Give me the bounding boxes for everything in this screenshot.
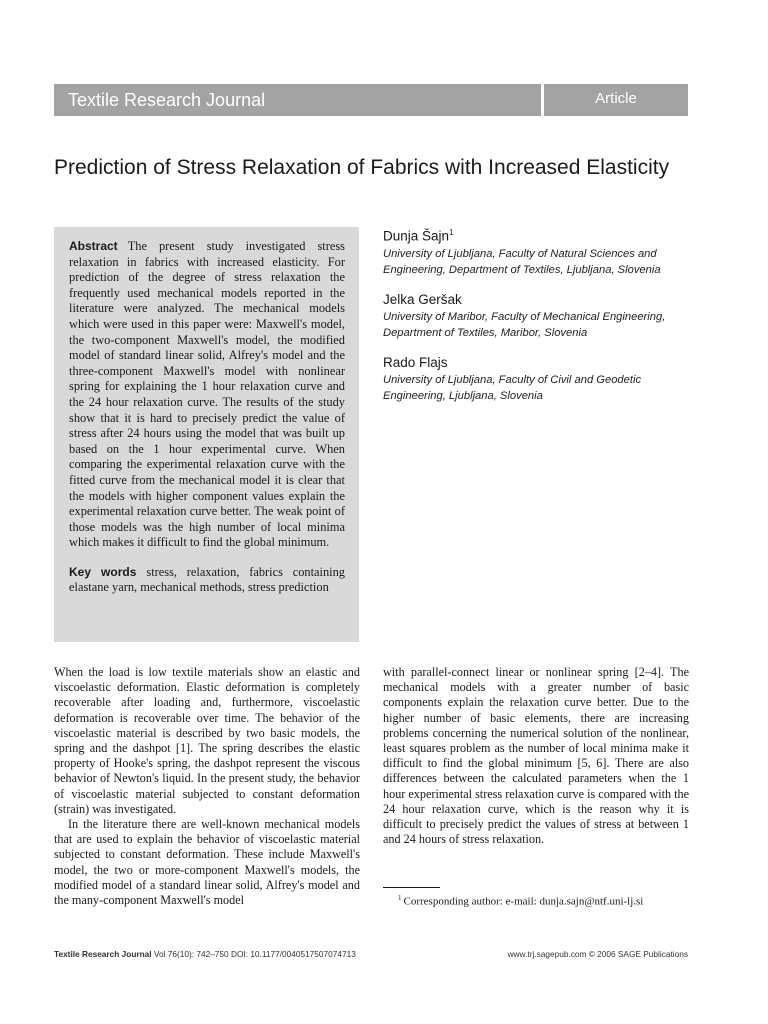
author-list [383,224,703,417]
author-affiliation: University of Ljubljana, Faculty of Natural Sciences and Engineering, Department of Textiles, Ljubljana, Slovenia [383,247,661,276]
body-column-left [54,665,360,908]
article-type-label: Article [544,84,688,116]
footnote [398,891,643,909]
author-name: Rado Flajs [383,354,448,370]
abstract-label: Abstract [69,239,118,253]
author-entry [383,224,703,278]
footer-volume-doi: Vol 76(10): 742–750 DOI: 10.1177/0040517507074713 [153,949,356,959]
journal-name: Textile Research Journal [54,84,541,116]
body-column-right [383,665,689,847]
author-affiliation: University of Maribor, Faculty of Mechanical Engineering, Department of Textiles, Maribor, Slovenia [383,310,666,339]
footer-citation [54,949,356,959]
author-name: Jelka Geršak [383,291,462,307]
footnote-text: Corresponding author: e-mail: dunja.sajn@ntf.uni-lj.si [403,895,644,908]
article-title: Prediction of Stress Relaxation of Fabrics with Increased Elasticity [54,156,670,179]
footnote-mark: 1 [398,894,402,902]
abstract [69,239,345,551]
author-entry [383,291,703,341]
body-paragraph: In the literature there are well-known mechanical models that are used to explain the behavior of viscoelastic material subjected to constant deformation. These include Maxwell's model, the two or more-component Maxwell's models, the modified model of a standard linear solid, Alfrey's model and the many-component Maxwell's model [54,817,360,908]
journal-header-bar [54,84,688,116]
body-paragraph: When the load is low textile materials show an elastic and viscoelastic deformation. Elastic deformation is completely recoverable after loading and, furthermore, viscoelastic deformation is recoverable over time. The behavior of the viscoelastic material is described by two basic models, the spring and the dashpot [1]. The spring describes the elastic property of Hooke's spring, the dashpot represent the viscous behavior of Newton's liquid. In the present study, the behavior of viscoelastic material subjected to constant deformation (strain) was investigated. [54,665,360,816]
keywords-text: stress, relaxation, fabrics containing elastane yarn, mechanical methods, stress prediction [69,564,346,595]
abstract-box [54,227,359,642]
body-paragraph: with parallel-connect linear or nonlinear spring [2–4]. The mechanical models with a greater number of basic components explain the relaxation curve better. Due to the higher number of basic elements, there are increasing problems concerning the numerical solution of the nonlinear, least squares problem as the number of local minima make it difficult to find the global minimum [5, 6]. There are also differences between the calculated parameters when the 1 hour experimental stress relaxation curve is compared with the 24 hour relaxation curve, which is the reason why it is difficult to precisely predict the values of stress at between 1 and 24 hours of stress relaxation. [383,665,689,847]
footnote-divider [383,887,440,888]
author-name: Dunja Šajn$^1$ [383,228,454,244]
author-entry [383,354,703,404]
footer-publisher: www.trj.sagepub.com © 2006 SAGE Publications [507,949,688,959]
footer-journal: Textile Research Journal [54,949,152,959]
author-affiliation: University of Ljubljana, Faculty of Civil and Geodetic Engineering, Ljubljana, Slovenia [383,373,642,402]
abstract-text: The present study investigated stress relaxation in fabrics with increased elasticity. For prediction of the degree of stress relaxation the frequently used mechanical models reported in the literature were analyzed. The mechanical models which were used in this paper were: Maxwell's model, the two-component Maxwell's model, the modified model of standard linear solid, Alfrey's model and the three-component Maxwell's model with nonlinear spring for explaining the 1 hour relaxation curve and the 24 hour relaxation curve. The results of the study show that it is hard to precisely predict the value of stress after 24 hours using the model that was built up based on the 1 hour experimental curve. When comparing the experimental relaxation curve with the fitted curve from the mechanical model it is clear that the models with higher component values explain the experimental relaxation curve better. The weak point of those models was the high number of local minima which makes it difficult to find the global minimum. [69,239,345,550]
corresponding-author-mark: 1 [449,228,454,237]
keywords [69,565,345,596]
keywords-label: Key words [69,564,137,579]
